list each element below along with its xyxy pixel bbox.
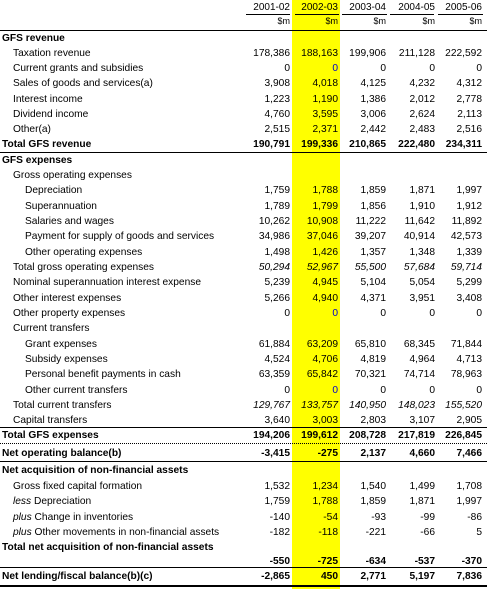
row-prefix: less — [13, 496, 32, 507]
table-row — [0, 569, 489, 584]
value-cell: 148,023 — [398, 400, 435, 411]
table-row — [0, 479, 489, 494]
row-label-text: Total gross operating expenses — [13, 262, 155, 273]
row-label-text: Current grants and subsidies — [13, 63, 144, 74]
table-row — [0, 61, 489, 76]
value-cell: 55,500 — [354, 262, 386, 273]
table-row — [0, 260, 489, 275]
value-cell: 1,498 — [264, 247, 290, 258]
value-cell: 0 — [380, 63, 386, 74]
value-cell: 0 — [429, 63, 435, 74]
value-cell: 52,967 — [306, 262, 338, 273]
row-label-text: Other interest expenses — [13, 293, 122, 304]
table-row — [0, 92, 489, 107]
table-row — [0, 398, 489, 413]
table-row — [0, 199, 489, 214]
value-cell: 1,357 — [360, 247, 386, 258]
value-cell: -725 — [317, 556, 338, 567]
row-label — [2, 540, 232, 555]
row-label — [2, 137, 91, 152]
value-cell: 190,791 — [253, 139, 290, 150]
value-cell: 70,321 — [354, 369, 386, 380]
value-cell: 140,950 — [349, 400, 386, 411]
table-row — [0, 122, 489, 137]
table-row — [0, 46, 489, 61]
value-cell: 2,771 — [360, 571, 386, 582]
row-label — [13, 92, 83, 107]
row-label — [13, 107, 88, 122]
table-rule — [0, 427, 487, 428]
value-cell: -66 — [420, 527, 435, 538]
value-cell: 210,865 — [349, 139, 386, 150]
row-label-text: Grant expenses — [25, 339, 97, 350]
row-label-text: Nominal superannuation interest expense — [13, 277, 202, 288]
value-cell: 1,997 — [456, 496, 482, 507]
row-label-text: Other current transfers — [25, 385, 128, 396]
value-cell: 68,345 — [403, 339, 435, 350]
section-heading-row — [0, 153, 489, 168]
value-cell: 133,757 — [301, 400, 338, 411]
value-cell: 4,713 — [456, 354, 482, 365]
value-cell: 7,836 — [456, 571, 482, 582]
value-cell: -275 — [317, 448, 338, 459]
value-cell: -140 — [269, 512, 290, 523]
value-cell: 2,515 — [264, 124, 290, 135]
value-cell: 4,819 — [360, 354, 386, 365]
value-cell: 450 — [321, 571, 338, 582]
value-cell: 10,262 — [258, 216, 290, 227]
value-cell: 1,223 — [264, 94, 290, 105]
row-label-text: Subsidy expenses — [25, 354, 108, 365]
header-years-row — [0, 0, 489, 15]
table-rule — [0, 152, 487, 153]
row-label — [13, 306, 125, 321]
row-label — [2, 428, 99, 443]
row-label-text: Net lending/fiscal balance(b)(c) — [2, 571, 153, 582]
value-cell: 0 — [332, 308, 338, 319]
value-cell: 4,125 — [360, 78, 386, 89]
table-row — [0, 510, 489, 525]
value-cell: 1,997 — [456, 185, 482, 196]
row-label — [13, 413, 87, 428]
value-cell: 5,197 — [409, 571, 435, 582]
value-cell: 0 — [476, 308, 482, 319]
value-cell: 2,113 — [457, 109, 482, 120]
year-header: 2005-06 — [445, 2, 482, 13]
value-cell: 3,640 — [264, 415, 290, 426]
value-cell: 199,336 — [301, 139, 338, 150]
value-cell: 1,859 — [360, 496, 386, 507]
value-cell: 11,222 — [355, 216, 386, 227]
value-cell: 42,573 — [450, 231, 482, 242]
value-cell: 63,209 — [306, 339, 338, 350]
row-label-text: Sales of goods and services(a) — [13, 78, 153, 89]
value-cell: 3,595 — [312, 109, 338, 120]
value-cell: 4,232 — [409, 78, 435, 89]
value-cell: -370 — [461, 556, 482, 567]
row-label-text: Other movements in non-financial assets — [34, 527, 220, 538]
value-cell: 1,871 — [409, 185, 435, 196]
value-cell: 4,524 — [264, 354, 290, 365]
row-label-text: Superannuation — [25, 201, 97, 212]
value-cell: 194,206 — [253, 430, 290, 441]
year-header: 2002-03 — [301, 2, 338, 13]
value-cell: 4,940 — [312, 293, 338, 304]
table-row — [0, 183, 489, 198]
value-cell: 222,592 — [445, 48, 482, 59]
value-cell: 0 — [476, 63, 482, 74]
row-label-text: Gross fixed capital formation — [13, 481, 143, 492]
row-label-text: Total current transfers — [13, 400, 112, 411]
value-cell: 217,819 — [398, 430, 435, 441]
row-label-text: Payment for supply of goods and services — [25, 231, 215, 242]
value-cell: 7,466 — [456, 448, 482, 459]
table-row — [0, 229, 489, 244]
value-cell: 5,239 — [264, 277, 290, 288]
value-cell: 71,844 — [450, 339, 482, 350]
value-cell: 34,986 — [258, 231, 290, 242]
row-label — [13, 168, 132, 183]
value-cell: 4,660 — [409, 448, 435, 459]
value-cell: 1,799 — [312, 201, 338, 212]
value-cell: 5,104 — [360, 277, 386, 288]
table-rule — [0, 585, 487, 587]
value-cell: 4,706 — [312, 354, 338, 365]
value-cell: 0 — [380, 385, 386, 396]
value-cell: 1,856 — [360, 201, 386, 212]
value-cell: 2,442 — [360, 124, 386, 135]
value-cell: 3,951 — [409, 293, 435, 304]
unit-label: $m — [422, 16, 435, 26]
value-cell: -118 — [318, 527, 338, 538]
row-label — [13, 76, 153, 91]
row-label-text: Net operating balance(b) — [2, 448, 122, 459]
value-cell: 1,426 — [312, 247, 338, 258]
value-cell: -537 — [414, 556, 435, 567]
value-cell: 199,906 — [349, 48, 386, 59]
row-label — [25, 229, 214, 244]
value-cell: 11,642 — [404, 216, 435, 227]
table-rule — [0, 461, 487, 462]
table-rule — [0, 443, 487, 444]
row-label-text: Total net acquisition of non-financial assets — [2, 542, 214, 553]
value-cell: 4,760 — [264, 109, 290, 120]
row-label — [13, 291, 121, 306]
section-heading-row — [0, 31, 489, 46]
table-row — [0, 107, 489, 122]
row-label-text: Gross operating expenses — [13, 170, 132, 181]
value-cell: 226,845 — [445, 430, 482, 441]
table-row — [0, 494, 489, 509]
table-row — [0, 446, 489, 461]
value-cell: 2,905 — [456, 415, 482, 426]
value-cell: -182 — [269, 527, 290, 538]
value-cell: 2,778 — [456, 94, 482, 105]
value-cell: 1,788 — [312, 185, 338, 196]
row-label-text: Taxation revenue — [13, 48, 91, 59]
header-units-row — [0, 14, 489, 29]
value-cell: 39,207 — [354, 231, 386, 242]
table-row — [0, 540, 489, 569]
value-cell: 65,842 — [306, 369, 338, 380]
row-label — [13, 122, 51, 137]
table-row — [0, 137, 489, 152]
unit-label: $m — [469, 16, 482, 26]
value-cell: 155,520 — [445, 400, 482, 411]
value-cell: 188,163 — [301, 48, 338, 59]
table-row — [0, 428, 489, 443]
value-cell: 0 — [284, 308, 290, 319]
row-label — [2, 446, 121, 461]
value-cell: 0 — [284, 63, 290, 74]
value-cell: 1,759 — [264, 496, 290, 507]
value-cell: 63,359 — [258, 369, 290, 380]
section-heading-row — [0, 168, 489, 183]
year-header: 2001-02 — [253, 2, 290, 13]
value-cell: -2,865 — [261, 571, 290, 582]
row-label-text: Current transfers — [13, 323, 90, 334]
value-cell: 2,516 — [456, 124, 482, 135]
row-label — [25, 337, 97, 352]
row-label — [13, 61, 143, 76]
row-label-text: Depreciation — [25, 185, 83, 196]
value-cell: 0 — [429, 385, 435, 396]
value-cell: 2,371 — [312, 124, 338, 135]
row-prefix: plus — [13, 527, 32, 538]
value-cell: 2,803 — [360, 415, 386, 426]
row-label — [13, 321, 89, 336]
value-cell: 1,532 — [264, 481, 290, 492]
row-label-text: Total GFS expenses — [2, 430, 99, 441]
row-label — [13, 46, 91, 61]
row-label — [13, 398, 112, 413]
row-label — [13, 510, 133, 525]
value-cell: 222,480 — [398, 139, 435, 150]
table-row — [0, 214, 489, 229]
value-cell: 178,386 — [253, 48, 290, 59]
row-label-text: Other(a) — [13, 124, 51, 135]
row-label-text: Other operating expenses — [25, 247, 143, 258]
table-row — [0, 352, 489, 367]
value-cell: 11,892 — [451, 216, 482, 227]
value-cell: 1,788 — [312, 496, 338, 507]
row-label — [13, 275, 201, 290]
row-label — [2, 463, 188, 478]
value-cell: -550 — [269, 556, 290, 567]
row-prefix: plus — [13, 512, 32, 523]
value-cell: 59,714 — [450, 262, 482, 273]
value-cell: 1,871 — [409, 496, 435, 507]
section-heading-row — [0, 463, 489, 478]
value-cell: -54 — [323, 512, 338, 523]
value-cell: 3,908 — [264, 78, 290, 89]
row-label — [25, 214, 114, 229]
row-label-text: Dividend income — [13, 109, 89, 120]
table-row — [0, 525, 489, 540]
value-cell: 2,624 — [409, 109, 435, 120]
value-cell: 1,910 — [409, 201, 435, 212]
value-cell: 10,908 — [306, 216, 338, 227]
table-row — [0, 245, 489, 260]
value-cell: 78,963 — [450, 369, 482, 380]
row-label-text: Total GFS revenue — [2, 139, 92, 150]
row-label — [2, 569, 153, 584]
row-label-text: Personal benefit payments in cash — [25, 369, 181, 380]
value-cell: 1,789 — [264, 201, 290, 212]
value-cell: 1,234 — [312, 481, 338, 492]
value-cell: -93 — [371, 512, 386, 523]
year-header: 2003-04 — [349, 2, 386, 13]
row-label — [25, 245, 142, 260]
row-label — [13, 260, 154, 275]
value-cell: 234,311 — [445, 139, 482, 150]
value-cell: 61,884 — [258, 339, 290, 350]
row-label-text: Salaries and wages — [25, 216, 114, 227]
row-label-text: Other property expenses — [13, 308, 126, 319]
value-cell: 0 — [380, 308, 386, 319]
value-cell: -221 — [365, 527, 386, 538]
value-cell: 2,012 — [409, 94, 435, 105]
value-cell: 4,964 — [409, 354, 435, 365]
row-label-text: GFS expenses — [2, 155, 73, 166]
table-row — [0, 306, 489, 321]
value-cell: 0 — [476, 385, 482, 396]
value-cell: 1,708 — [456, 481, 482, 492]
value-cell: 129,767 — [253, 400, 290, 411]
section-heading-row — [0, 321, 489, 336]
table-row — [0, 291, 489, 306]
value-cell: 50,294 — [258, 262, 290, 273]
value-cell: 4,371 — [360, 293, 386, 304]
value-cell: -86 — [467, 512, 482, 523]
row-label — [2, 31, 65, 46]
table-row — [0, 275, 489, 290]
value-cell: 1,348 — [409, 247, 435, 258]
value-cell: 1,386 — [360, 94, 386, 105]
row-label — [13, 525, 219, 540]
value-cell: 3,003 — [312, 415, 338, 426]
value-cell: 1,339 — [456, 247, 482, 258]
value-cell: 0 — [284, 385, 290, 396]
value-cell: 1,759 — [264, 185, 290, 196]
table-row — [0, 413, 489, 428]
value-cell: 5 — [476, 527, 482, 538]
row-label-text: Depreciation — [33, 496, 92, 507]
row-label — [13, 494, 91, 509]
value-cell: 0 — [332, 385, 338, 396]
unit-label: $m — [325, 16, 338, 26]
unit-label: $m — [277, 16, 290, 26]
value-cell: 40,914 — [403, 231, 435, 242]
value-cell: 4,312 — [456, 78, 482, 89]
value-cell: 0 — [429, 308, 435, 319]
table-rule — [0, 567, 487, 568]
value-cell: 65,810 — [354, 339, 386, 350]
value-cell: 1,540 — [360, 481, 386, 492]
value-cell: 1,859 — [360, 185, 386, 196]
value-cell: 3,107 — [409, 415, 435, 426]
value-cell: 57,684 — [403, 262, 435, 273]
unit-label: $m — [373, 16, 386, 26]
table-row — [0, 367, 489, 382]
value-cell: 74,714 — [403, 369, 435, 380]
value-cell: 2,483 — [409, 124, 435, 135]
value-cell: -99 — [420, 512, 435, 523]
table-row — [0, 337, 489, 352]
table-row — [0, 76, 489, 91]
row-label-text: GFS revenue — [2, 33, 65, 44]
row-label — [25, 199, 97, 214]
value-cell: 37,046 — [306, 231, 338, 242]
row-label-text: Change in inventories — [34, 512, 134, 523]
year-header: 2004-05 — [398, 2, 435, 13]
value-cell: 5,266 — [264, 293, 290, 304]
value-cell: 1,499 — [409, 481, 435, 492]
value-cell: 4,945 — [312, 277, 338, 288]
value-cell: -3,415 — [261, 448, 290, 459]
value-cell: -634 — [365, 556, 386, 567]
value-cell: 208,728 — [349, 430, 386, 441]
value-cell: 1,190 — [312, 94, 338, 105]
row-label — [13, 479, 142, 494]
value-cell: 3,006 — [360, 109, 386, 120]
row-label-text: Capital transfers — [13, 415, 88, 426]
value-cell: 4,018 — [312, 78, 338, 89]
value-cell: 5,054 — [409, 277, 435, 288]
row-label — [2, 153, 72, 168]
row-label-text: Interest income — [13, 94, 83, 105]
value-cell: 199,612 — [301, 430, 338, 441]
row-label-text: Net acquisition of non-financial assets — [2, 465, 189, 476]
value-cell: 2,137 — [360, 448, 386, 459]
row-label — [25, 183, 82, 198]
value-cell: 3,408 — [456, 293, 482, 304]
row-label — [25, 383, 127, 398]
row-label — [25, 352, 108, 367]
row-label — [25, 367, 181, 382]
value-cell: 5,299 — [456, 277, 482, 288]
table-row — [0, 383, 489, 398]
value-cell: 1,912 — [456, 201, 482, 212]
value-cell: 0 — [332, 63, 338, 74]
value-cell: 211,128 — [398, 48, 435, 59]
